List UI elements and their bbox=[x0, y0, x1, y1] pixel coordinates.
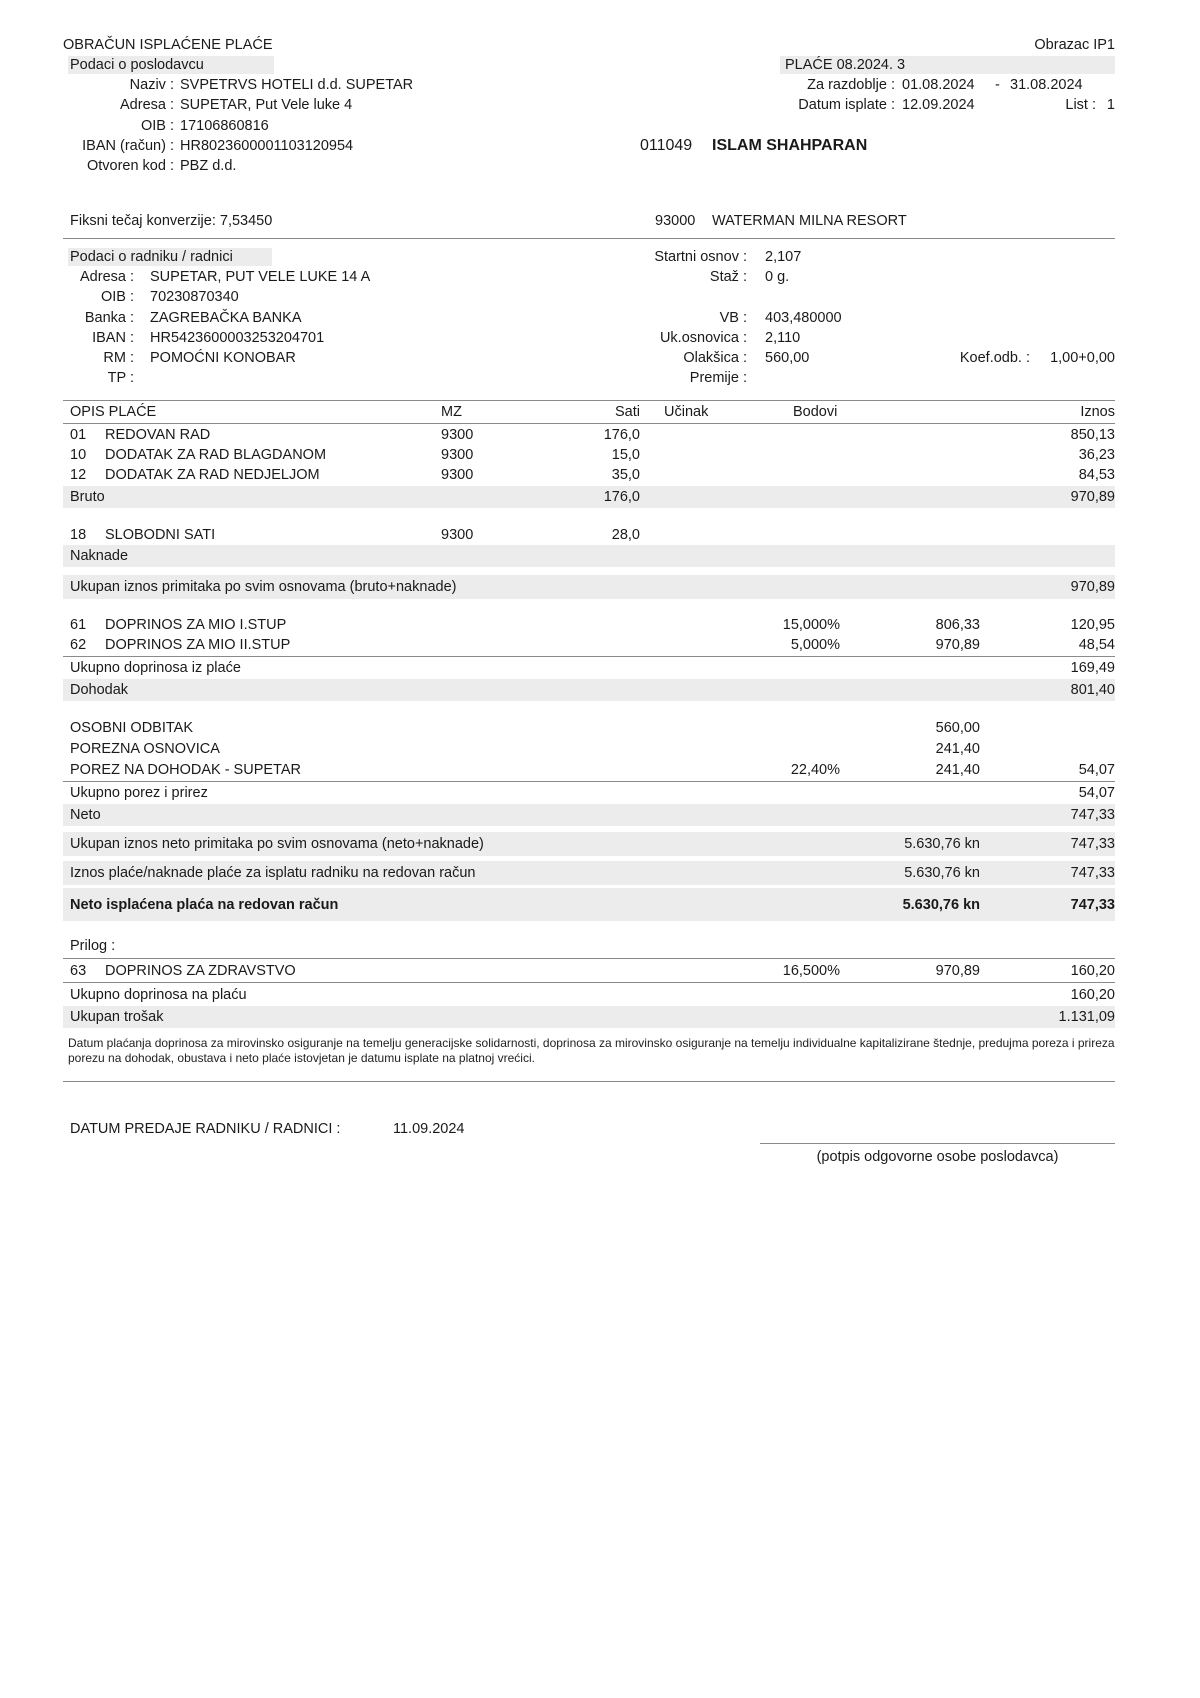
prilog-code: 63 bbox=[70, 963, 87, 979]
dohodak-label: Dohodak bbox=[70, 682, 129, 698]
osnovica-label: POREZNA OSNOVICA bbox=[70, 741, 220, 757]
contribution-code: 61 bbox=[70, 617, 87, 633]
earning-code: 01 bbox=[70, 427, 87, 443]
dohodak-shade bbox=[63, 679, 1115, 701]
bruto-label: Bruto bbox=[70, 489, 105, 505]
payout-date-label: Datum isplate : bbox=[798, 97, 895, 113]
conversion-rate: Fiksni tečaj konverzije: 7,53450 bbox=[70, 213, 273, 229]
earning-iznos: 850,13 bbox=[1070, 427, 1115, 443]
worker-rm: POMOĆNI KONOBAR bbox=[150, 350, 296, 366]
neto-label: Neto bbox=[70, 807, 101, 823]
worker-oib-label: OIB : bbox=[100, 289, 134, 305]
worker-rm-label: RM : bbox=[103, 350, 134, 366]
earning-name: REDOVAN RAD bbox=[105, 427, 211, 443]
earning-mz: 9300 bbox=[441, 467, 474, 483]
porez-label: POREZ NA DOHODAK - SUPETAR bbox=[70, 762, 301, 778]
divider bbox=[63, 400, 1115, 401]
org-name: WATERMAN MILNA RESORT bbox=[712, 213, 907, 229]
isplata-iznos: 747,33 bbox=[1070, 865, 1115, 881]
ukupan-neto-kn: 5.630,76 kn bbox=[904, 836, 980, 852]
ukupan-neto-label: Ukupan iznos neto primitaka po svim osnovama (neto+naknade) bbox=[70, 836, 484, 852]
slobodni-name: SLOBODNI SATI bbox=[105, 527, 216, 543]
porez-base: 241,40 bbox=[935, 762, 980, 778]
ukupno-porez-iznos: 54,07 bbox=[1078, 785, 1115, 801]
col-iznos: Iznos bbox=[1080, 404, 1115, 420]
ukupno-doprinosa-label: Ukupno doprinosa iz plaće bbox=[70, 660, 241, 676]
staz-value: 0 g. bbox=[765, 269, 790, 285]
earning-iznos: 36,23 bbox=[1078, 447, 1115, 463]
payout-date: 12.09.2024 bbox=[902, 97, 975, 113]
list-number: 1 bbox=[1106, 97, 1115, 113]
form-id: Obrazac IP1 bbox=[1034, 37, 1115, 53]
ukupan-neto-iznos: 747,33 bbox=[1070, 836, 1115, 852]
startni-label: Startni osnov : bbox=[654, 249, 747, 265]
worker-iban-label: IBAN : bbox=[92, 330, 134, 346]
divider bbox=[63, 238, 1115, 239]
prilog-iznos: 160,20 bbox=[1070, 963, 1115, 979]
employer-iban: HR8023600001103120954 bbox=[180, 138, 354, 154]
contribution-name: DOPRINOS ZA MIO I.STUP bbox=[105, 617, 287, 633]
org-code: 93000 bbox=[655, 213, 696, 229]
col-opis: OPIS PLAĆE bbox=[70, 404, 157, 420]
col-mz: MZ bbox=[441, 404, 462, 420]
contribution-iznos: 120,95 bbox=[1070, 617, 1115, 633]
employer-address: SUPETAR, Put Vele luke 4 bbox=[180, 97, 353, 113]
slobodni-code: 18 bbox=[70, 527, 87, 543]
employer-kod: PBZ d.d. bbox=[180, 158, 237, 174]
handover-label: DATUM PREDAJE RADNIKU / RADNICI : bbox=[70, 1121, 341, 1137]
prilog-name: DOPRINOS ZA ZDRAVSTVO bbox=[105, 963, 296, 979]
osnovica-value: 241,40 bbox=[935, 741, 980, 757]
staz-label: Staž : bbox=[709, 269, 747, 285]
bruto-iznos: 970,89 bbox=[1070, 489, 1115, 505]
koef-value: 1,00+0,00 bbox=[1050, 350, 1115, 366]
divider bbox=[63, 423, 1115, 424]
earning-sati: 15,0 bbox=[611, 447, 640, 463]
footnote: Datum plaćanja doprinosa za mirovinsko osiguranje na temelju generacijske solidarnosti, doprinosa za mirovinsko osiguranje na temelju individualne kapitalizirane štednje, predujma poreza i prireza porezu na dohodak, obustava i neto plaće istovjetan je datumu isplate na platnoj vrećici. bbox=[68, 1036, 1115, 1065]
ukosnovica-value: 2,110 bbox=[765, 330, 801, 346]
contribution-name: DOPRINOS ZA MIO II.STUP bbox=[105, 637, 291, 653]
prilog-base: 970,89 bbox=[935, 963, 980, 979]
neto-isplacena-kn: 5.630,76 kn bbox=[902, 897, 980, 913]
olaksica-value: 560,00 bbox=[765, 350, 810, 366]
porez-iznos: 54,07 bbox=[1078, 762, 1115, 778]
naknade-label: Naknade bbox=[70, 548, 129, 564]
divider bbox=[63, 781, 1115, 782]
dohodak-iznos: 801,40 bbox=[1070, 682, 1115, 698]
list-label: List : bbox=[1065, 97, 1096, 113]
vb-value: 403,480000 bbox=[765, 310, 842, 326]
document-title: OBRAČUN ISPLAĆENE PLAĆE bbox=[63, 37, 273, 53]
odbitak-label: OSOBNI ODBITAK bbox=[70, 720, 194, 736]
employer-iban-label: IBAN (račun) : bbox=[82, 138, 174, 154]
neto-shade bbox=[63, 804, 1115, 826]
worker-tp-label: TP : bbox=[107, 370, 134, 386]
divider bbox=[63, 982, 1115, 983]
earning-sati: 176,0 bbox=[603, 427, 640, 443]
col-bodovi: Bodovi bbox=[793, 404, 838, 420]
divider bbox=[63, 656, 1115, 657]
ukupno-porez-label: Ukupno porez i prirez bbox=[70, 785, 208, 801]
prilog-rate: 16,500% bbox=[782, 963, 840, 979]
porez-rate: 22,40% bbox=[790, 762, 840, 778]
divider bbox=[63, 958, 1115, 959]
olaksica-label: Olakšica : bbox=[683, 350, 747, 366]
prilog-label: Prilog : bbox=[70, 938, 116, 954]
ukosnovica-label: Uk.osnovica : bbox=[659, 330, 747, 346]
divider bbox=[63, 1081, 1115, 1082]
worker-bank-label: Banka : bbox=[84, 310, 134, 326]
startni-value: 2,107 bbox=[765, 249, 802, 265]
contribution-base: 806,33 bbox=[935, 617, 980, 633]
earning-mz: 9300 bbox=[441, 427, 474, 443]
ukupan-primitak-label: Ukupan iznos primitaka po svim osnovama (bruto+naknade) bbox=[70, 579, 457, 595]
contribution-rate: 15,000% bbox=[782, 617, 840, 633]
worker-address-label: Adresa : bbox=[80, 269, 134, 285]
slobodni-sati: 28,0 bbox=[611, 527, 640, 543]
bruto-sati: 176,0 bbox=[603, 489, 640, 505]
contribution-iznos: 48,54 bbox=[1078, 637, 1115, 653]
vb-label: VB : bbox=[719, 310, 747, 326]
contribution-code: 62 bbox=[70, 637, 87, 653]
earning-iznos: 84,53 bbox=[1078, 467, 1115, 483]
premije-label: Premije : bbox=[689, 370, 747, 386]
employer-name: SVPETRVS HOTELI d.d. SUPETAR bbox=[180, 77, 414, 93]
signature-line bbox=[760, 1143, 1115, 1144]
ukupan-trosak-shade bbox=[63, 1006, 1115, 1028]
ukupan-trosak-label: Ukupan trošak bbox=[70, 1009, 164, 1025]
employer-oib: 17106860816 bbox=[180, 118, 269, 134]
isplata-kn: 5.630,76 kn bbox=[904, 865, 980, 881]
earning-code: 12 bbox=[70, 467, 87, 483]
payroll-label: PLAĆE 08.2024. 3 bbox=[785, 57, 906, 73]
earning-name: DODATAK ZA RAD BLAGDANOM bbox=[105, 447, 327, 463]
worker-iban: HR5423600003253204701 bbox=[150, 330, 325, 346]
worker-bank: ZAGREBAČKA BANKA bbox=[150, 310, 302, 326]
employer-section-label: Podaci o poslodavcu bbox=[70, 57, 204, 73]
contribution-rate: 5,000% bbox=[790, 637, 840, 653]
naknade-shade bbox=[63, 545, 1115, 567]
worker-address: SUPETAR, PUT VELE LUKE 14 A bbox=[150, 269, 371, 285]
period-from: 01.08.2024 bbox=[902, 77, 975, 93]
slobodni-mz: 9300 bbox=[441, 527, 474, 543]
worker-oib: 70230870340 bbox=[150, 289, 239, 305]
col-sati: Sati bbox=[615, 404, 640, 420]
employee-name: ISLAM SHAHPARAN bbox=[712, 137, 868, 154]
neto-iznos: 747,33 bbox=[1070, 807, 1115, 823]
employer-name-label: Naziv : bbox=[129, 77, 174, 93]
signature-label: (potpis odgovorne osobe poslodavca) bbox=[816, 1149, 1059, 1165]
earning-mz: 9300 bbox=[441, 447, 474, 463]
earning-sati: 35,0 bbox=[611, 467, 640, 483]
earning-code: 10 bbox=[70, 447, 87, 463]
isplata-label: Iznos plaće/naknade plaće za isplatu radniku na redovan račun bbox=[70, 865, 476, 881]
ukupno-doprinosa-iznos: 169,49 bbox=[1070, 660, 1115, 676]
employer-address-label: Adresa : bbox=[120, 97, 174, 113]
ukupno-dopr-na-iznos: 160,20 bbox=[1070, 987, 1115, 1003]
neto-isplacena-label: Neto isplaćena plaća na redovan račun bbox=[70, 897, 339, 913]
period-to: 31.08.2024 bbox=[1010, 77, 1083, 93]
ukupan-primitak-iznos: 970,89 bbox=[1070, 579, 1115, 595]
period-label: Za razdoblje : bbox=[807, 77, 895, 93]
employer-kod-label: Otvoren kod : bbox=[86, 158, 174, 174]
earning-name: DODATAK ZA RAD NEDJELJOM bbox=[105, 467, 320, 483]
odbitak-value: 560,00 bbox=[935, 720, 980, 736]
worker-section-label: Podaci o radniku / radnici bbox=[70, 249, 233, 265]
ukupno-dopr-na-label: Ukupno doprinosa na plaću bbox=[70, 987, 247, 1003]
neto-isplacena-iznos: 747,33 bbox=[1070, 897, 1115, 913]
period-sep: - bbox=[995, 77, 1000, 93]
koef-label: Koef.odb. : bbox=[959, 350, 1030, 366]
handover-date: 11.09.2024 bbox=[393, 1121, 465, 1137]
contribution-base: 970,89 bbox=[935, 637, 980, 653]
ukupan-trosak-iznos: 1.131,09 bbox=[1058, 1009, 1115, 1025]
employer-oib-label: OIB : bbox=[140, 118, 174, 134]
employee-code: 011049 bbox=[640, 137, 693, 154]
col-ucinak: Učinak bbox=[664, 404, 709, 420]
